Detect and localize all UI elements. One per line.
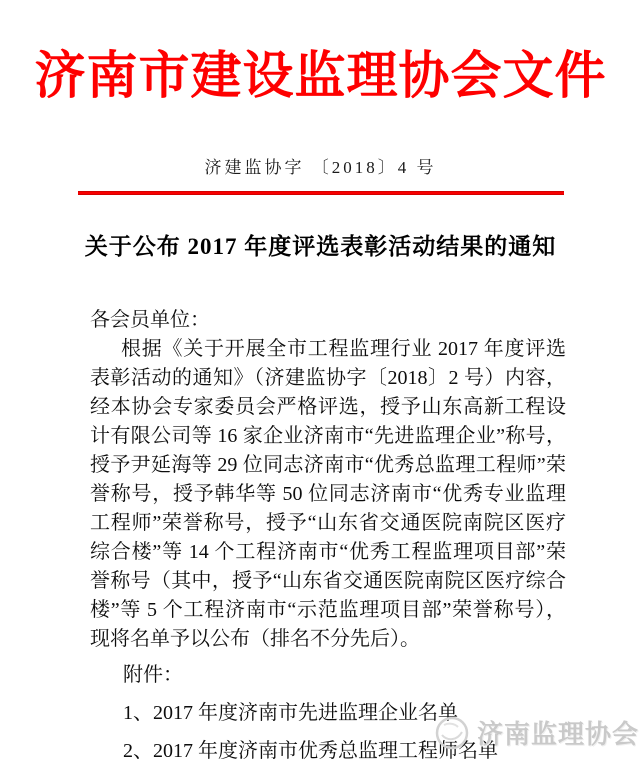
watermark-text: 济南监理协会 [476,720,639,749]
red-divider-line [78,191,564,195]
salutation: 各会员单位： [90,309,210,331]
association-seal-icon [434,715,470,751]
document-header-title: 济南市建设监理协会文件 [34,49,607,105]
watermark [434,714,639,751]
main-paragraph: 根据《关于开展全市工程监理行业 2017 年度评选表彰活动的通知》（济建监协字〔2018〕2 号）内容，经本协会专家委员会严格评选，授予山东高新工程设计有限公司等 16 家企业济南市“先进监理企业”称号，授予尹延海等 29 位同志济南市“优秀总监理工程师”荣誉称号，授予韩华等 50 位同志济南市“优秀专业监理工程师”荣誉称号，授予“山东省交通医院南院区医疗综合楼”等 14 个工程济南市“优秀工程监理项目部”荣誉称号（其中，授予“山东省交通医院南院区医疗综合楼”等 5 个工程济南市“示范监理项目部”荣誉称号），现将名单予以公布（排名不分先后）。 [90,338,566,650]
document-body [90,306,566,654]
attachments-label: 附件： [123,664,183,686]
notice-title: 关于公布 2017 年度评选表彰活动结果的通知 [84,234,557,259]
document-reference-number: 济建监协字 〔2018〕4 号 [204,158,437,177]
attachment-item-1: 1、2017 年度济南市先进监理企业名单 [123,702,458,724]
attachment-item-2: 2、2017 年度济南市优秀总监理工程师名单 [123,740,498,762]
